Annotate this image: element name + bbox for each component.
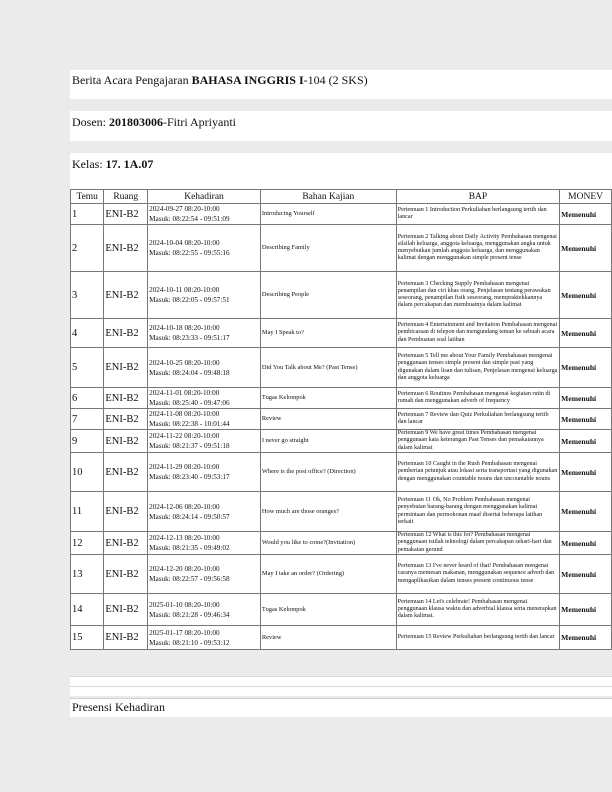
masuk-text: Masuk: 08:22:38 - 10:01:44 — [149, 420, 230, 428]
jadwal-text: 2024-10-04 08:20-10:00 — [149, 239, 220, 247]
bahan-kajian-cell: Tugas Kelompok — [260, 388, 396, 409]
kehadiran-cell — [148, 532, 261, 555]
monev-cell: Memenuhi — [560, 319, 612, 348]
masuk-text: Masuk: 08:22:55 - 09:55:16 — [149, 249, 230, 257]
kehadiran-cell — [148, 225, 261, 272]
dosen-id: 201803006 — [109, 115, 163, 129]
kelas-value: 17. 1A.07 — [105, 157, 154, 171]
jadwal-text: 2024-09-27 08:20-10:00 — [149, 205, 220, 213]
masuk-text: Masuk: 08:23:40 - 09:53:17 — [149, 473, 230, 481]
col-ruang: Ruang — [104, 190, 148, 204]
monev-cell: Memenuhi — [560, 225, 612, 272]
kehadiran-cell — [148, 388, 261, 409]
ruang-cell: ENI-B2 — [104, 225, 148, 272]
bap-table — [70, 189, 612, 650]
bap-cell: Pertemuan 13 I've never heard of that! Pembahasan mengenai caranya memesan makanan, menggunakan sequence adverb dan mengaplikasikan dalam tenses present continuous tense — [396, 555, 559, 594]
divider — [70, 676, 612, 686]
table-row — [71, 453, 612, 492]
ruang-cell: ENI-B2 — [104, 532, 148, 555]
masuk-text: Masuk: 08:21:10 - 09:53:12 — [149, 638, 230, 647]
jadwal-text: 2024-12-13 08:20-10:00 — [149, 534, 220, 542]
divider — [70, 686, 612, 696]
table-row — [71, 388, 612, 409]
masuk-text: Masuk: 08:25:40 - 09:47:06 — [149, 399, 230, 407]
masuk-text: Masuk: 08:22:05 - 09:57:51 — [149, 296, 230, 304]
course-name: BAHASA INGGRIS I — [191, 73, 304, 87]
bap-cell: Pertemuan 1 Introduction Perkuliahan berlangsung tertib dan lancar — [396, 204, 559, 225]
bahan-kajian-cell: Where is the post office? (Direction) — [260, 453, 396, 492]
monev-cell: Memenuhi — [560, 204, 612, 225]
temu-cell: 4 — [71, 319, 104, 348]
col-monev: MONEV — [560, 190, 612, 204]
bap-cell: Pertemuan 6 Routines Pembahasan mengenai kegiatan rutin di rumah dan menggunakan adverb of frequency — [396, 388, 559, 409]
ruang-cell: ENI-B2 — [104, 492, 148, 532]
masuk-text: Masuk: 08:22:57 - 09:56:58 — [149, 575, 230, 583]
table-row — [71, 225, 612, 272]
col-bap: BAP — [396, 190, 559, 204]
ruang-cell: ENI-B2 — [104, 453, 148, 492]
dosen-label: Dosen: — [72, 115, 109, 129]
table-header-row — [71, 190, 612, 204]
table-row — [71, 492, 612, 532]
bahan-kajian-cell: Introducing Yourself — [260, 204, 396, 225]
temu-cell: 5 — [71, 348, 104, 388]
table-row — [71, 594, 612, 626]
kehadiran-cell — [148, 319, 261, 348]
col-kehadiran: Kehadiran — [148, 190, 261, 204]
dosen-name: -Fitri Apriyanti — [163, 115, 236, 129]
jadwal-text: 2024-11-01 08:20-10:00 — [149, 389, 220, 397]
bap-cell: Pertemuan 9 We have great times Pembahasan mengenai penggunaan kata keterangan Past Tenses dan pemakaiannya dalam kalimat — [396, 430, 559, 453]
course-code: -104 (2 SKS) — [303, 73, 368, 87]
bap-cell: Pertemuan 5 Tell me about Your Family Pembahasan mengenai penggunaan tenses simple present dan simple past yang digunakan dalam lisan dan tulisan, Penjelasan mengenai keluarga dan anggota keluarga — [396, 348, 559, 388]
report-sheet — [70, 70, 612, 650]
masuk-text: Masuk: 08:23:33 - 09:51:17 — [149, 334, 230, 342]
kehadiran-cell — [148, 492, 261, 532]
ruang-cell: ENI-B2 — [104, 204, 148, 225]
bahan-kajian-cell: May I take an order? (Ordering) — [260, 555, 396, 594]
table-row — [71, 430, 612, 453]
table-row — [71, 348, 612, 388]
col-temu: Temu — [71, 190, 104, 204]
bap-cell: Pertemuan 10 Caught in the Rush Pembahasan mengenai pemberian petunjuk atau lokasi serta transportasi yang digunakan dengan menggunakan countable nouns dan uncountable nouns — [396, 453, 559, 492]
ruang-cell: ENI-B2 — [104, 430, 148, 453]
temu-cell: 7 — [71, 409, 104, 430]
masuk-text: Masuk: 08:21:35 - 09:49:02 — [149, 544, 230, 552]
bahan-kajian-cell: Review — [260, 409, 396, 430]
ruang-cell: ENI-B2 — [104, 626, 148, 650]
table-row — [71, 409, 612, 430]
kehadiran-cell — [148, 348, 261, 388]
ruang-cell: ENI-B2 — [104, 348, 148, 388]
ruang-cell: ENI-B2 — [104, 272, 148, 319]
jadwal-text: 2024-10-25 08:20-10:00 — [149, 358, 220, 367]
table-row — [71, 204, 612, 225]
table-row — [71, 555, 612, 594]
masuk-text: Masuk: 08:24:14 - 09:50:57 — [149, 512, 230, 521]
presensi-title: Presensi Kehadiran — [70, 698, 612, 717]
bahan-kajian-cell: Did You Talk about Me? (Past Tense) — [260, 348, 396, 388]
dosen-line — [70, 111, 612, 141]
temu-cell: 1 — [71, 204, 104, 225]
bahan-kajian-cell: I never go straight — [260, 430, 396, 453]
masuk-text: Masuk: 08:22:54 - 09:51:09 — [149, 215, 230, 223]
ruang-cell: ENI-B2 — [104, 388, 148, 409]
report-title — [70, 70, 612, 99]
monev-cell: Memenuhi — [560, 555, 612, 594]
masuk-text: Masuk: 08:21:37 - 09:51:18 — [149, 442, 230, 450]
kehadiran-cell — [148, 555, 261, 594]
bap-cell: Pertemuan 14 Let's celebrate! Pembahasan mengenai penggunaan klausa waktu dan adverbial klausa serta menerapkan dalam kalimat. — [396, 594, 559, 626]
temu-cell: 11 — [71, 492, 104, 532]
monev-cell: Memenuhi — [560, 532, 612, 555]
monev-cell: Memenuhi — [560, 626, 612, 650]
masuk-text: Masuk: 08:21:28 - 09:46:34 — [149, 610, 230, 619]
bap-cell: Pertemuan 3 Checking Supply Pembahasan mengenai penampilan dan ciri khas orang, Penjelasan tentang perawakan seseorang, penampilan fisik seseorang, mempraktekkannya dalam percakapan dan membuatnya dalam kalimat — [396, 272, 559, 319]
jadwal-text: 2024-12-20 08:20-10:00 — [149, 565, 220, 573]
temu-cell: 9 — [71, 430, 104, 453]
table-row — [71, 626, 612, 650]
jadwal-text: 2025-01-17 08:20-10:00 — [149, 628, 220, 637]
monev-cell: Memenuhi — [560, 272, 612, 319]
monev-cell: Memenuhi — [560, 388, 612, 409]
monev-cell: Memenuhi — [560, 453, 612, 492]
monev-cell: Memenuhi — [560, 409, 612, 430]
bahan-kajian-cell: Would you like to come?(Invitation) — [260, 532, 396, 555]
jadwal-text: 2024-12-06 08:20-10:00 — [149, 502, 220, 511]
temu-cell: 10 — [71, 453, 104, 492]
jadwal-text: 2024-10-11 08:20-10:00 — [149, 286, 220, 294]
bahan-kajian-cell: How much are those oranges? — [260, 492, 396, 532]
bahan-kajian-cell: Describing People — [260, 272, 396, 319]
temu-cell: 12 — [71, 532, 104, 555]
table-row — [71, 272, 612, 319]
temu-cell: 14 — [71, 594, 104, 626]
bap-cell: Pertemuan 2 Talking about Daily Activity Pembahasan mengenai silsilah keluarga, anggota keluarga, menggunakan angka untuk menyebutkan jumlah anggota keluarga, dan menggunakan kalimat dengan menggunakan simple present tense — [396, 225, 559, 272]
temu-cell: 2 — [71, 225, 104, 272]
bahan-kajian-cell: May I Speak to? — [260, 319, 396, 348]
kehadiran-cell — [148, 453, 261, 492]
monev-cell: Memenuhi — [560, 430, 612, 453]
temu-cell: 15 — [71, 626, 104, 650]
masuk-text: Masuk: 08:24:04 - 09:48:18 — [149, 368, 230, 377]
bap-cell: Pertemuan 15 Review Perkuliahan berlangsung tertib dan lancar — [396, 626, 559, 650]
kelas-label: Kelas: — [72, 157, 106, 171]
temu-cell: 3 — [71, 272, 104, 319]
kehadiran-cell — [148, 272, 261, 319]
monev-cell: Memenuhi — [560, 492, 612, 532]
ruang-cell: ENI-B2 — [104, 409, 148, 430]
bahan-kajian-cell: Tugas Kelompok — [260, 594, 396, 626]
temu-cell: 6 — [71, 388, 104, 409]
monev-cell: Memenuhi — [560, 348, 612, 388]
kehadiran-cell — [148, 430, 261, 453]
footer-lines — [70, 676, 612, 696]
jadwal-text: 2024-11-29 08:20-10:00 — [149, 463, 220, 471]
bap-cell: Pertemuan 7 Review dan Quiz Perkuliahan berlangsung tertib dan lancar — [396, 409, 559, 430]
bahan-kajian-cell: Review — [260, 626, 396, 650]
ruang-cell: ENI-B2 — [104, 319, 148, 348]
bap-cell: Pertemuan 4 Entertainment and Invitation Pembahasan mengenai pembicaraan di telepon dan mengundang teman ke sebuah acara dan Pembuatan soal latihan — [396, 319, 559, 348]
bap-cell: Pertemuan 11 Ok, No Problem Pembahasan mengenai penyebutan barang-barang dengan menggunakan kalimat permintaan dan permohonan maaf disertai beberapa latihan terkait — [396, 492, 559, 532]
kelas-line — [70, 153, 612, 183]
jadwal-text: 2024-11-22 08:20-10:00 — [149, 432, 220, 440]
kehadiran-cell — [148, 626, 261, 650]
bap-cell: Pertemuan 12 What is this for? Pembahasan mengenai penggunaan istilah teknologi dalam percakapan sehari-hari dan pemakaian gerund — [396, 532, 559, 555]
kehadiran-cell — [148, 409, 261, 430]
kehadiran-cell — [148, 204, 261, 225]
col-bahan-kajian: Bahan Kajian — [260, 190, 396, 204]
kehadiran-cell — [148, 594, 261, 626]
temu-cell: 13 — [71, 555, 104, 594]
ruang-cell: ENI-B2 — [104, 594, 148, 626]
table-row — [71, 532, 612, 555]
monev-cell: Memenuhi — [560, 594, 612, 626]
ruang-cell: ENI-B2 — [104, 555, 148, 594]
jadwal-text: 2025-01-10 08:20-10:00 — [149, 600, 220, 609]
table-row — [71, 319, 612, 348]
jadwal-text: 2024-11-08 08:20-10:00 — [149, 410, 220, 418]
bahan-kajian-cell: Describing Family — [260, 225, 396, 272]
jadwal-text: 2024-10-18 08:20-10:00 — [149, 324, 220, 332]
title-prefix: Berita Acara Pengajaran — [72, 73, 192, 87]
